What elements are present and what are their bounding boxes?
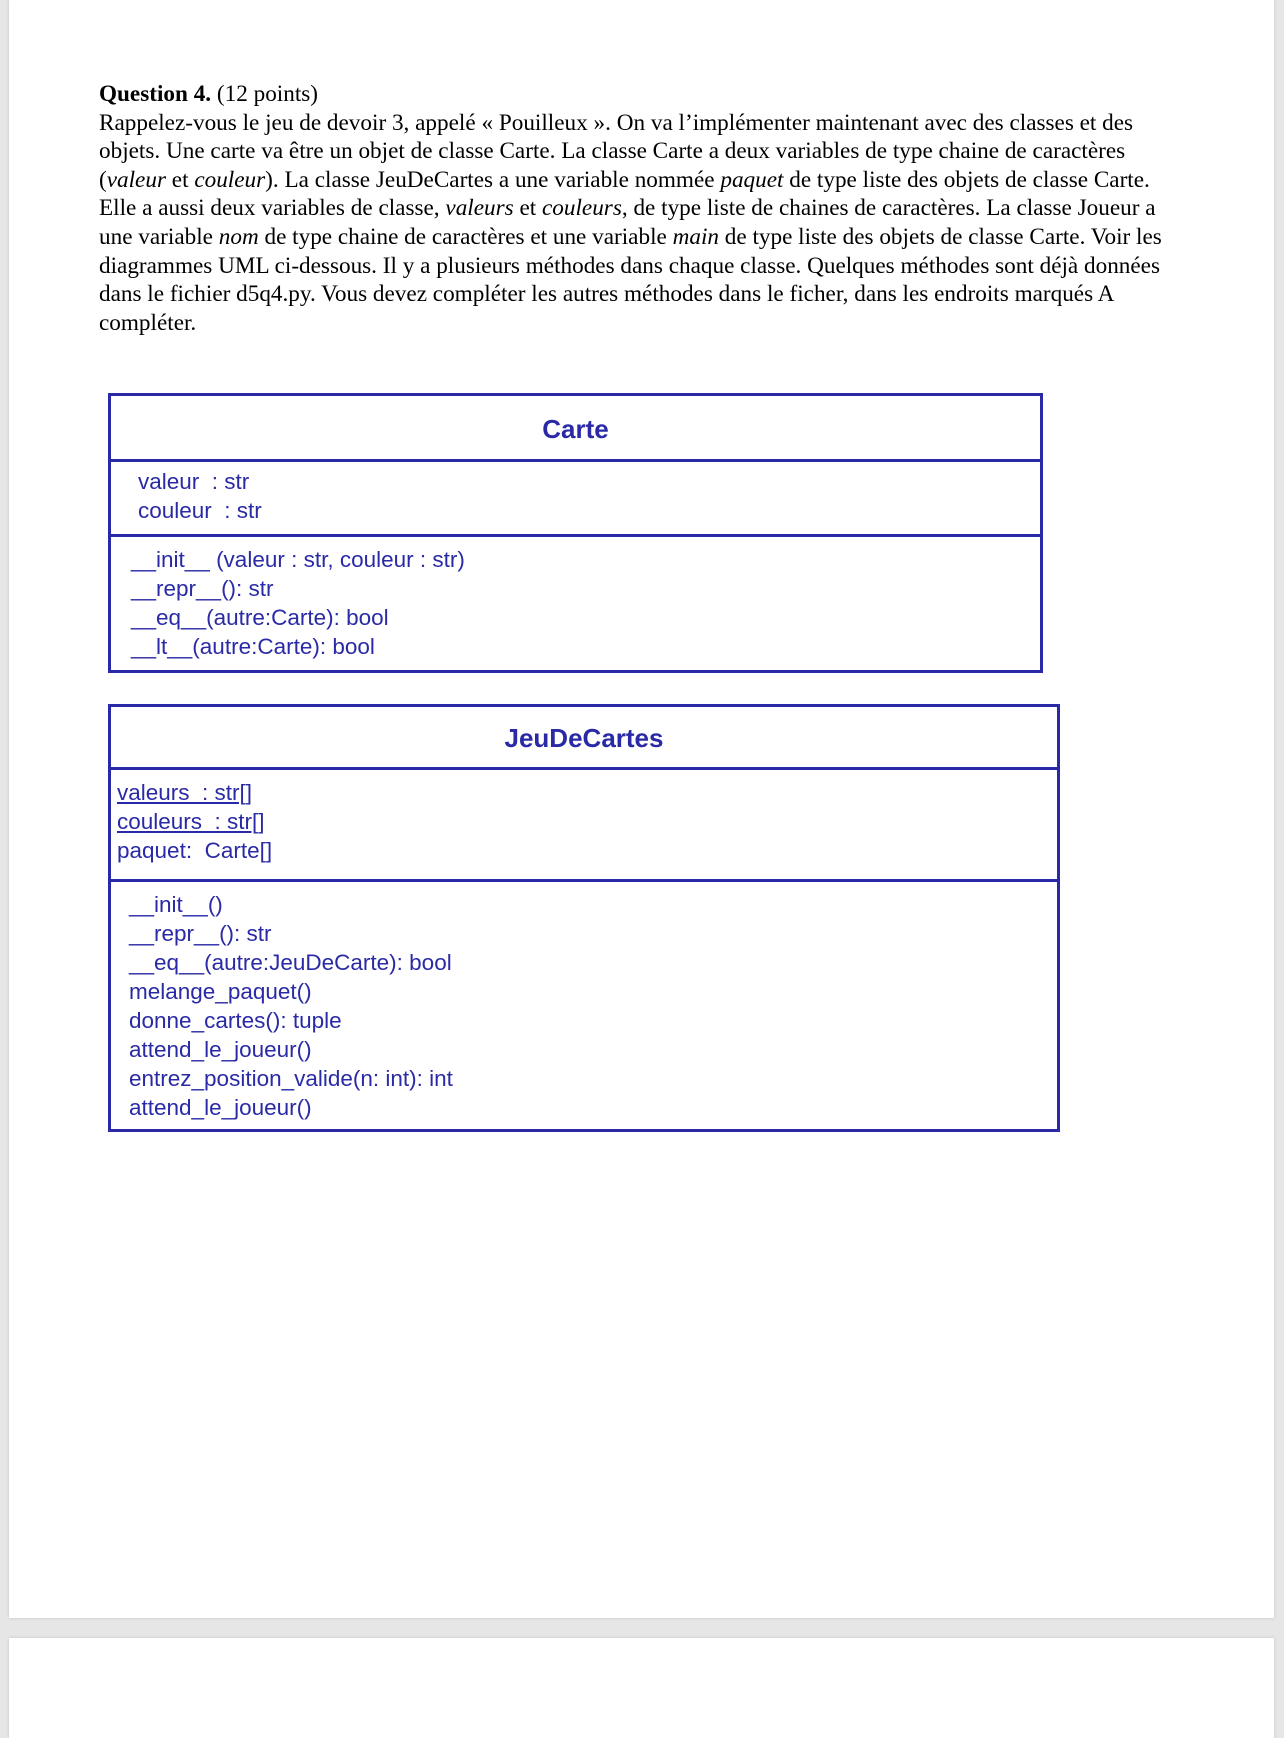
uml-attribute: couleur : str <box>138 498 262 523</box>
next-page <box>9 1638 1274 1738</box>
var-valeur: valeur <box>106 166 166 193</box>
var-couleur: couleur <box>194 166 266 193</box>
question-body: Rappelez-vous le jeu de devoir 3, appelé « Pouilleux ». On va l’implémenter maintenant avec des classes et des objets. Une carte va être un objet de classe Carte. La classe Carte a deux variables de type chaine de caractères ( <box>99 109 1134 193</box>
uml-method: entrez_position_valide(n: int): int <box>129 1066 453 1091</box>
uml-method: __repr__(): str <box>129 921 272 946</box>
var-main: main <box>672 223 719 250</box>
question-body: , de type liste de chaines de caractères. La classe Joueur a une variable <box>99 195 1156 250</box>
uml-attributes <box>111 770 1057 882</box>
text-et: et <box>513 195 542 222</box>
uml-attribute: paquet: Carte[] <box>117 838 273 863</box>
uml-method: attend_le_joueur() <box>129 1095 312 1120</box>
uml-class-attribute: valeurs : str[] <box>117 780 253 805</box>
uml-class-name: JeuDeCartes <box>111 707 1057 770</box>
var-couleurs: couleurs <box>542 195 622 222</box>
uml-method: __repr__(): str <box>131 576 274 601</box>
uml-methods <box>111 882 1057 1122</box>
uml-attribute: valeur : str <box>138 469 250 494</box>
question-body: ). La classe JeuDeCartes a une variable nommée <box>265 166 721 193</box>
var-valeurs: valeurs <box>445 195 514 222</box>
uml-method: __eq__(autre:Carte): bool <box>131 605 389 630</box>
question-title: Question 4. <box>99 81 212 107</box>
question-body: de type chaine de caractères et une variable <box>258 223 673 250</box>
uml-attributes <box>111 462 1040 537</box>
uml-class-jeudecartes <box>108 704 1060 1132</box>
uml-method: melange_paquet() <box>129 979 312 1004</box>
uml-method: donne_cartes(): tuple <box>129 1008 342 1033</box>
uml-method: __eq__(autre:JeuDeCarte): bool <box>129 950 452 975</box>
uml-method: __lt__(autre:Carte): bool <box>131 634 375 659</box>
var-nom: nom <box>218 223 259 250</box>
question-body: de type liste des objets de classe Carte. Elle a aussi deux variables de classe, <box>99 166 1150 222</box>
question-points: (12 points) <box>211 81 319 107</box>
question-body: de type liste des objets de classe Carte. Voir les diagrammes UML ci-dessous. Il y a plusieurs méthodes dans chaque classe. Quelques méthodes sont déjà données dans le fichier d5q4.py. Vous devez compléter les autres méthodes dans le ficher, dans les endroits marqués A compléter. <box>99 223 1162 336</box>
uml-class-name: Carte <box>111 396 1040 462</box>
var-paquet: paquet <box>720 166 784 193</box>
uml-method: attend_le_joueur() <box>129 1037 312 1062</box>
text-et: et <box>165 166 195 193</box>
question-text <box>99 80 1189 337</box>
uml-methods <box>111 537 1040 661</box>
uml-class-attribute: couleurs : str[] <box>117 809 265 834</box>
uml-method: __init__ (valeur : str, couleur : str) <box>131 547 465 572</box>
uml-class-carte <box>108 393 1043 673</box>
uml-method: __init__() <box>129 892 223 917</box>
